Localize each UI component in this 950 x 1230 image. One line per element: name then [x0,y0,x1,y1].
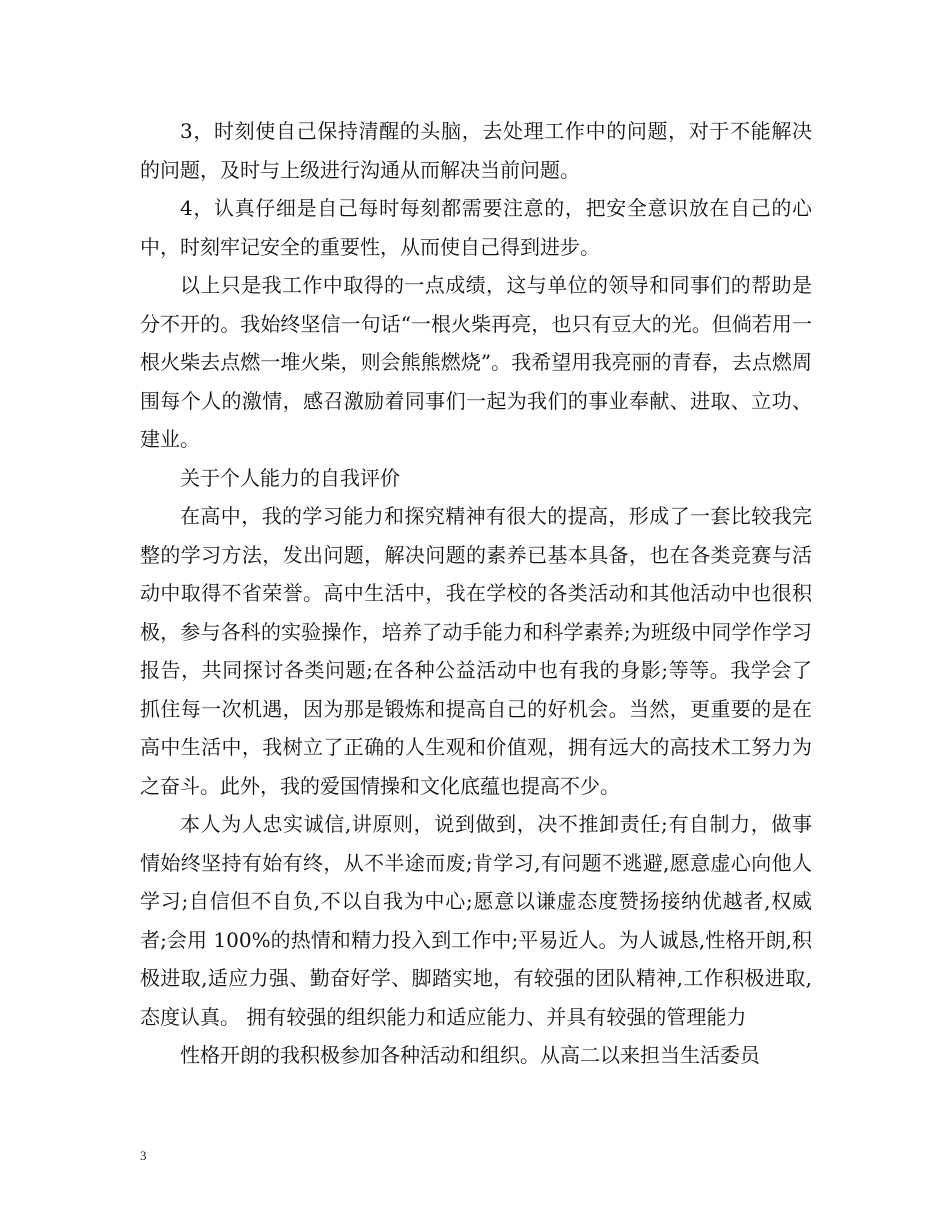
paragraph-item-4: 4，认真仔细是自己每时每刻都需要注意的，把安全意识放在自己的心中，时刻牢记安全的重要性，从而使自己得到进步。 [140,196,812,259]
section-heading: 关于个人能力的自我评价 [180,465,400,490]
paragraph-item-3: 3，时刻使自己保持清醒的头脑，去处理工作中的问题，对于不能解决的问题，及时与上级进行沟通从而解决当前问题。 [140,119,812,182]
paragraph-summary: 以上只是我工作中取得的一点成绩，这与单位的领导和同事们的帮助是分不开的。我始终坚信一句话“一根火柴再亮，也只有豆大的光。但倘若用一根火柴去点燃一堆火柴，则会熊熊燃烧”。我希望用我亮丽的青春，去点燃周围每个人的激情，感召激励着同事们一起为我们的事业奉献、进取、立功、建业。 [140,273,812,451]
paragraph-personal-traits: 本人为人忠实诚信,讲原则，说到做到，决不推卸责任;有自制力，做事情始终坚持有始有终，从不半途而废;肯学习,有问题不逃避,愿意虚心向他人学习;自信但不自负,不以自我为中心;愿意以谦虚态度赞扬接纳优越者,权威者;会用 100%的热情和精力投入到工作中;平易近人。为人诚恳,性格开朗,积极进取,适应力强、勤奋好学、脚踏实地，有较强的团队精神,工作积极进取,态度认真。 拥有较强的组织能力和适应能力、并具有较强的管理能力 [140,812,812,1029]
page-number: 3 [140,1148,147,1163]
paragraph-high-school: 在高中，我的学习能力和探究精神有很大的提高，形成了一套比较我完整的学习方法，发出问题，解决问题的素养已基本具备，也在各类竞赛与活动中取得不省荣誉。高中生活中，我在学校的各类活动和其他活动中也很积极，参与各科的实验操作，培养了动手能力和科学素养;为班级中同学作学习报告，共同探讨各类问题;在各种公益活动中也有我的身影;等等。我学会了抓住每一次机遇，因为那是锻炼和提高自己的好机会。当然，更重要的是在高中生活中，我树立了正确的人生观和价值观，拥有远大的高技术工努力为之奋斗。此外，我的爱国情操和文化底蕴也提高不少。 [140,504,812,798]
document-body [140,112,812,1075]
paragraph-activities: 性格开朗的我积极参加各种活动和组织。从高二以来担当生活委员 [180,1043,760,1067]
